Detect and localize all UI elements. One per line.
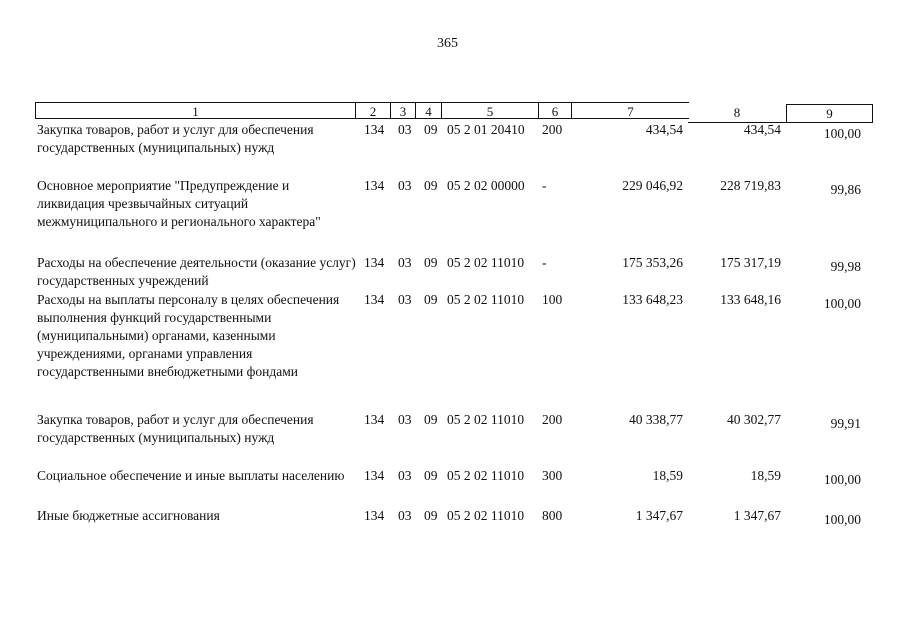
cell-col9: 99,91: [830, 416, 861, 431]
cell-col9: 99,86: [830, 182, 861, 197]
cell-pr: 09: [424, 508, 438, 523]
cell-vr: -: [542, 178, 547, 193]
cell-col9: 100,00: [823, 296, 861, 311]
cell-pr: 09: [424, 292, 438, 307]
cell-col8: 175 317,19: [720, 255, 781, 270]
header-col-3: 3: [390, 102, 416, 119]
cell-gr: 134: [364, 508, 385, 523]
cell-col7: 175 353,26: [622, 255, 683, 270]
cell-col7: 40 338,77: [629, 412, 683, 427]
cell-pr: 09: [424, 412, 438, 427]
cell-col7: 1 347,67: [635, 508, 683, 523]
cell-vr: 300: [542, 468, 563, 483]
header-col-1: 1: [35, 102, 356, 119]
row-description: Основное мероприятие "Предупреждение и ликвидация чрезвычайных ситуаций межмуниципального и регионального характера": [37, 178, 321, 229]
cell-gr: 134: [364, 122, 385, 137]
cell-col9: 100,00: [823, 126, 861, 141]
cell-col8: 228 719,83: [720, 178, 781, 193]
header-col-5: 5: [441, 102, 539, 119]
cell-rz: 03: [398, 468, 412, 483]
cell-cs: 05 2 02 11010: [447, 508, 525, 523]
cell-rz: 03: [398, 178, 412, 193]
cell-cs: 05 2 02 11010: [447, 255, 525, 270]
cell-vr: -: [542, 255, 547, 270]
row-description: Закупка товаров, работ и услуг для обеспечения государственных (муниципальных) нужд: [37, 412, 314, 445]
cell-cs: 05 2 02 11010: [447, 468, 525, 483]
row-description: Социальное обеспечение и иные выплаты населению: [37, 468, 345, 483]
cell-pr: 09: [424, 178, 438, 193]
cell-gr: 134: [364, 412, 385, 427]
cell-gr: 134: [364, 255, 385, 270]
cell-vr: 100: [542, 292, 563, 307]
header-col-8: 8: [688, 104, 786, 123]
cell-col8: 434,54: [743, 122, 781, 137]
row-description: Иные бюджетные ассигнования: [37, 508, 220, 523]
cell-col9: 100,00: [823, 512, 861, 527]
header-col-2: 2: [355, 102, 391, 119]
header-col-9: 9: [786, 104, 873, 123]
cell-pr: 09: [424, 255, 438, 270]
cell-col9: 99,98: [830, 259, 861, 274]
cell-pr: 09: [424, 468, 438, 483]
cell-col7: 18,59: [652, 468, 683, 483]
header-col-4: 4: [415, 102, 442, 119]
header-col-7: 7: [571, 102, 689, 119]
cell-gr: 134: [364, 292, 385, 307]
cell-col9: 100,00: [823, 472, 861, 487]
header-col-6: 6: [538, 102, 572, 119]
cell-rz: 03: [398, 122, 412, 137]
cell-rz: 03: [398, 412, 412, 427]
cell-cs: 05 2 02 11010: [447, 412, 525, 427]
row-description: Расходы на выплаты персоналу в целях обеспечения выполнения функций государственными (муниципальными) органами, казенными учреждениями, органами управления государственными внебюджетными фондами: [37, 292, 340, 379]
cell-col8: 18,59: [750, 468, 781, 483]
cell-rz: 03: [398, 292, 412, 307]
cell-col8: 1 347,67: [733, 508, 781, 523]
row-description: Закупка товаров, работ и услуг для обеспечения государственных (муниципальных) нужд: [37, 122, 314, 155]
cell-gr: 134: [364, 178, 385, 193]
cell-vr: 200: [542, 122, 563, 137]
cell-col8: 133 648,16: [720, 292, 781, 307]
cell-col8: 40 302,77: [727, 412, 781, 427]
cell-cs: 05 2 01 20410: [447, 122, 525, 137]
cell-cs: 05 2 02 11010: [447, 292, 525, 307]
cell-rz: 03: [398, 508, 412, 523]
cell-rz: 03: [398, 255, 412, 270]
row-description: Расходы на обеспечение деятельности (оказание услуг) государственных учреждений: [37, 255, 356, 288]
cell-col7: 133 648,23: [622, 292, 683, 307]
page-number: 365: [437, 36, 458, 51]
cell-vr: 200: [542, 412, 563, 427]
cell-vr: 800: [542, 508, 563, 523]
cell-pr: 09: [424, 122, 438, 137]
cell-cs: 05 2 02 00000: [447, 178, 525, 193]
cell-col7: 434,54: [645, 122, 683, 137]
cell-col7: 229 046,92: [622, 178, 683, 193]
cell-gr: 134: [364, 468, 385, 483]
table-header: [35, 102, 873, 121]
